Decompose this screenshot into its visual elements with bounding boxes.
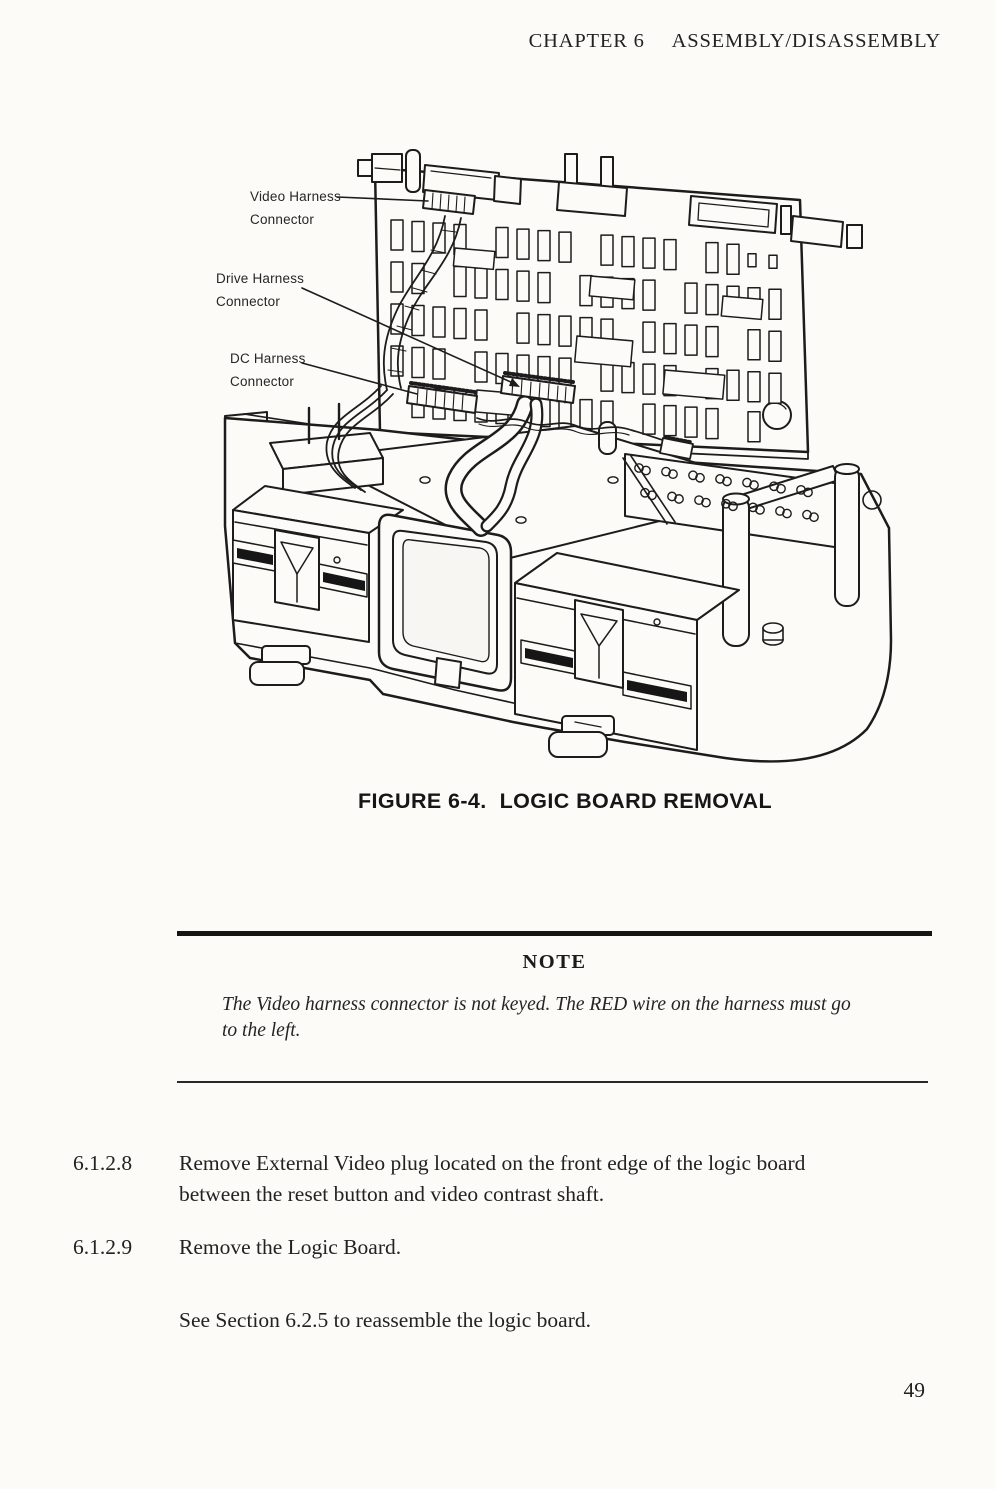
callout-line: Video Harness (250, 189, 341, 204)
crt-face (403, 540, 489, 662)
clip-prong (565, 154, 577, 186)
dsub-connector (791, 216, 843, 247)
note-top-rule (177, 931, 932, 936)
note-text-line: to the left. (222, 1020, 301, 1041)
logic-board-removal-drawing (125, 128, 935, 793)
step-text-line: Remove External Video plug located on the front edge of the logic board (179, 1151, 806, 1175)
clip-prong (601, 157, 613, 189)
mushroom-post (406, 150, 420, 192)
callout-line: Connector (216, 294, 281, 309)
chapter-title: ASSEMBLY/DISASSEMBLY (671, 30, 941, 52)
bezel-tab (435, 658, 461, 688)
step-text-line: Remove the Logic Board. (179, 1235, 402, 1259)
callout-dc-harness-connector (230, 347, 306, 393)
edge-bracket (494, 176, 521, 204)
step-text (179, 1232, 939, 1263)
figure-caption-label: FIGURE 6-4. (357, 789, 487, 813)
note-text-line: The Video harness connector is not keyed. The RED wire on the harness must go (222, 994, 851, 1015)
step-number: 6.1.2.8 (73, 1151, 133, 1175)
figure-logic-board-removal (125, 128, 935, 813)
callout-line: Connector (230, 374, 295, 389)
step-number: 6.1.2.9 (73, 1235, 133, 1259)
note-heading: NOTE (522, 951, 587, 973)
step-text (179, 1148, 939, 1210)
callout-line: Connector (250, 212, 315, 227)
callout-line: Drive Harness (216, 271, 305, 286)
note-text (222, 992, 928, 1044)
callout-line: DC Harness (230, 351, 306, 366)
edge-post (781, 206, 791, 234)
retainer-clip (557, 182, 627, 216)
figure-caption-title: LOGIC BOARD REMOVAL (499, 789, 773, 813)
closing-text: See Section 6.2.5 to reassemble the logic board. (179, 1308, 591, 1332)
page-number: 49 (903, 1378, 925, 1402)
edge-block (847, 225, 862, 248)
chapter-label: CHAPTER 6 (528, 30, 645, 52)
page-header (529, 30, 941, 53)
crt-screen (379, 515, 511, 691)
figure-caption (165, 789, 965, 814)
note-bottom-rule (177, 1081, 928, 1083)
callout-drive-harness-connector (216, 267, 304, 313)
callout-video-harness-connector (250, 185, 341, 231)
step-text-line: between the reset button and video contrast shaft. (179, 1182, 605, 1206)
